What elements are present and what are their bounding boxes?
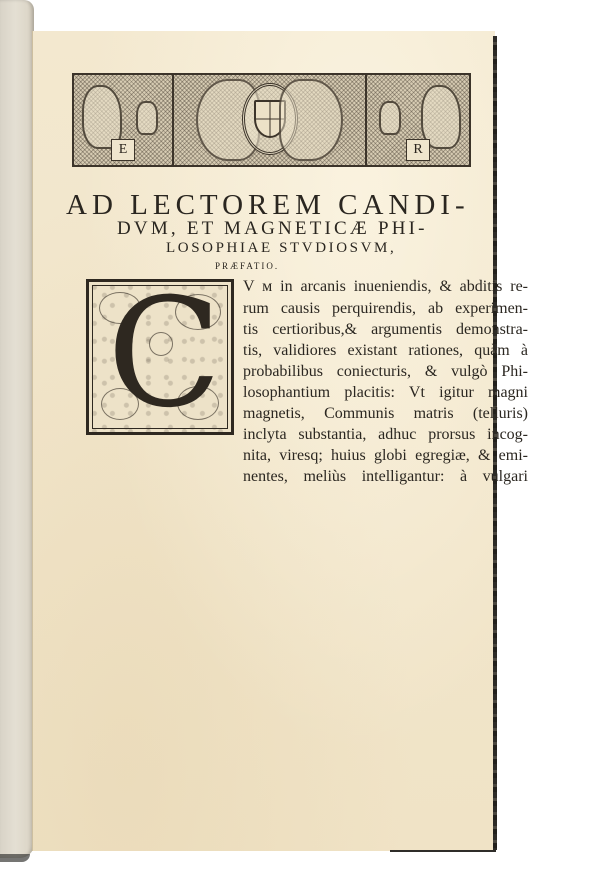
woodcut-headpiece	[72, 73, 471, 167]
text-line: tis, validiores existant rationes, quàm à	[243, 342, 528, 359]
headpiece-letter-left: E	[111, 139, 135, 161]
text-line: tis certioribus,& argumentis demonstra-	[243, 321, 528, 338]
title-line-3: LOSOPHIAE STVDIOSVM,	[166, 240, 397, 256]
facing-page-leaf	[0, 0, 34, 858]
text-line: magnetis, Communis matris (telluris)	[243, 405, 528, 422]
title-line-4: PRÆFATIO.	[215, 261, 280, 271]
angel-right-icon	[279, 79, 343, 161]
headpiece-left-panel	[74, 75, 174, 165]
headpiece-letter-right: R	[406, 139, 430, 161]
urn-icon	[136, 101, 158, 135]
page-bottom-edge	[390, 850, 496, 852]
decorated-initial	[86, 267, 234, 441]
headpiece-right-panel	[367, 75, 469, 165]
urn-icon	[379, 101, 401, 135]
text-line: nentes, meliùs intelligantur: à vulgari	[243, 468, 528, 485]
text-line: probabilibus coniecturis, & vulgò Phi-	[243, 363, 528, 380]
title-line-2: DVM, ET MAGNETICÆ PHI-	[117, 218, 428, 239]
text-line: rum causis perquirendis, ab experimen-	[243, 300, 528, 317]
text-line: nita, viresq; huius globi egregiæ, & emi-	[243, 447, 528, 464]
title-line-1: AD LECTOREM CANDI-	[66, 189, 470, 221]
initial-letter: C	[107, 267, 222, 441]
text-line: inclyta substantia, adhuc prorsus incog-	[243, 426, 528, 443]
headpiece-center-panel	[174, 75, 367, 165]
text-line: losophantium placitis: Vt igitur magni	[243, 384, 528, 401]
text-line: V м in arcanis inueniendis, & abditis re-	[243, 278, 528, 295]
